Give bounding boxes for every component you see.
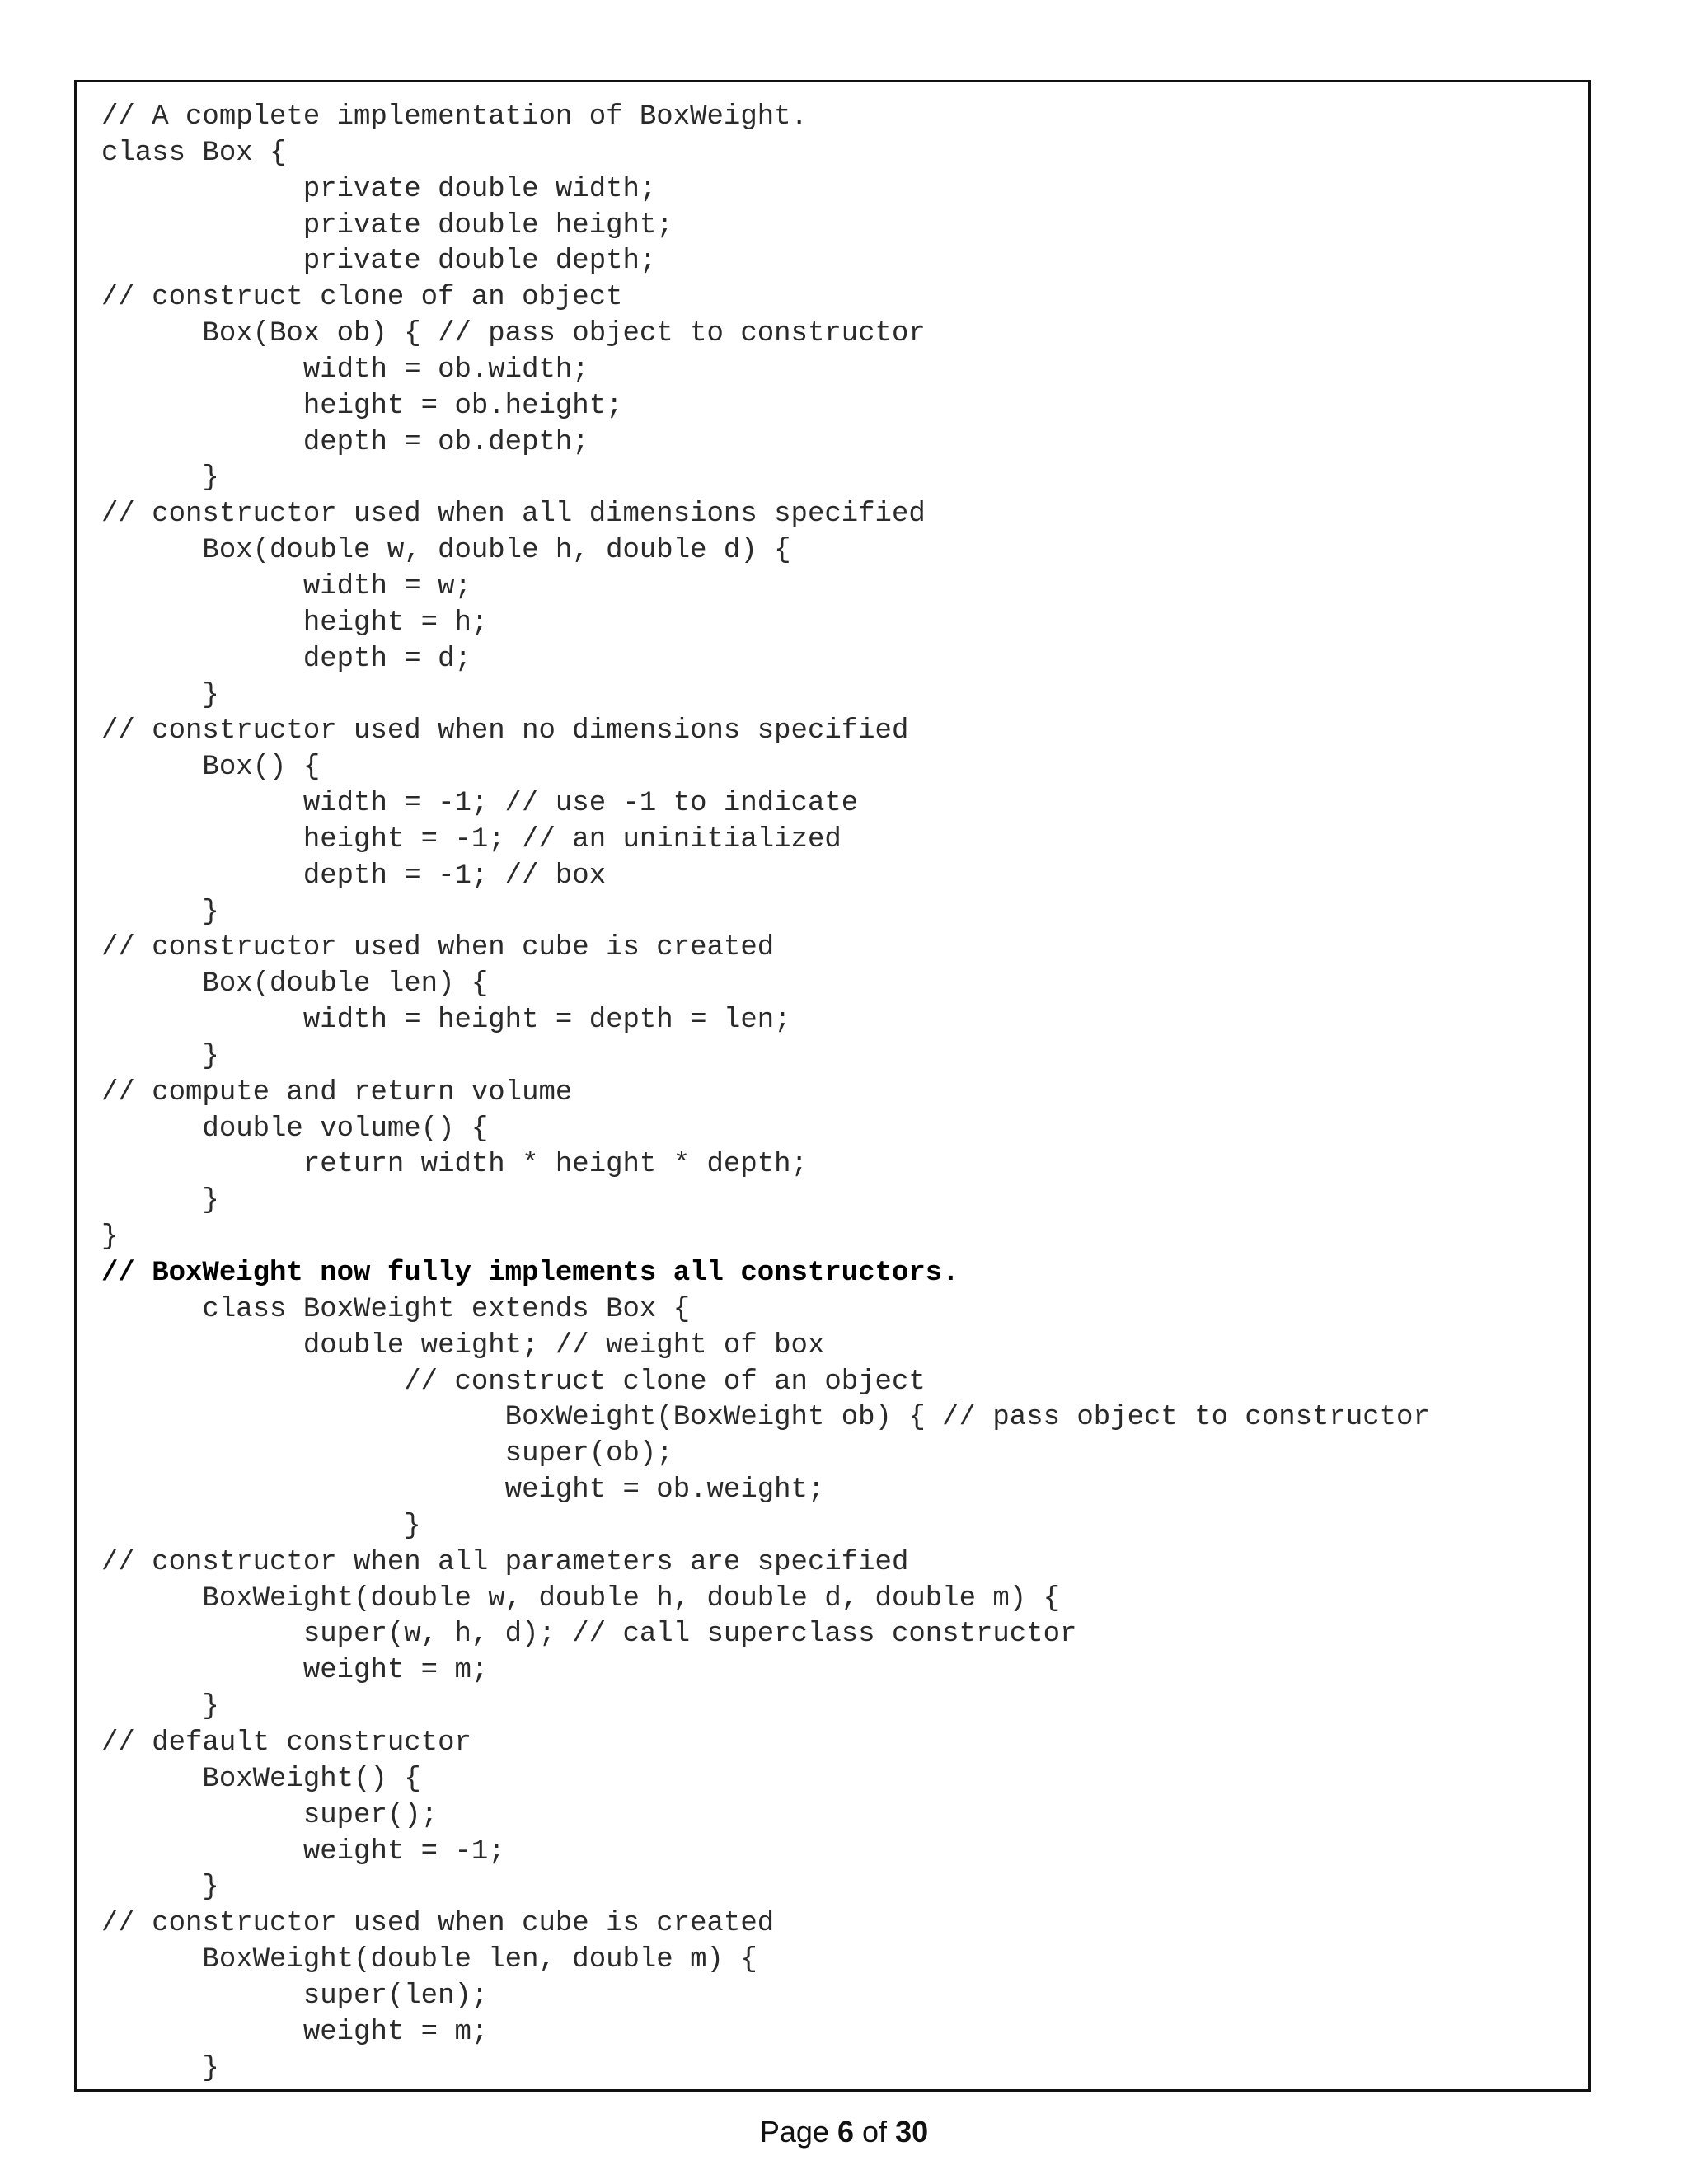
code-line: height = -1; // an uninitialized bbox=[101, 823, 842, 855]
code-line: // constructor used when all dimensions specified bbox=[101, 499, 926, 531]
code-line: BoxWeight(double w, double h, double d, double m) { bbox=[101, 1582, 1060, 1615]
code-line: width = height = depth = len; bbox=[101, 1005, 791, 1037]
code-line: // default constructor bbox=[101, 1727, 471, 1759]
code-line: } bbox=[101, 1185, 219, 1217]
code-line: private double depth; bbox=[101, 246, 657, 278]
code-line: // construct clone of an object bbox=[101, 1366, 926, 1398]
code-line: } bbox=[101, 1691, 219, 1723]
code-line: // constructor used when no dimensions specified bbox=[101, 715, 909, 748]
code-line: weight = -1; bbox=[101, 1835, 505, 1868]
code-line: } bbox=[101, 462, 219, 494]
page-of-label: of bbox=[862, 2115, 888, 2149]
code-line: depth = ob.depth; bbox=[101, 426, 589, 458]
code-line: double volume() { bbox=[101, 1113, 489, 1145]
code-line: width = -1; // use -1 to indicate bbox=[101, 788, 859, 820]
code-line: BoxWeight(BoxWeight ob) { // pass object to constructor bbox=[101, 1402, 1430, 1434]
code-line: weight = ob.weight; bbox=[101, 1474, 825, 1507]
code-line: BoxWeight(double len, double m) { bbox=[101, 1944, 757, 1976]
code-line: Box(Box ob) { // pass object to constructor bbox=[101, 318, 926, 350]
code-listing-box bbox=[74, 80, 1591, 2092]
code-line: depth = -1; // box bbox=[101, 860, 607, 892]
code-line: class BoxWeight extends Box { bbox=[101, 1293, 691, 1325]
code-line: return width * height * depth; bbox=[101, 1149, 808, 1181]
page-label: Page bbox=[759, 2115, 829, 2149]
code-line: super(); bbox=[101, 1799, 438, 1831]
code-line: // compute and return volume bbox=[101, 1076, 573, 1108]
code-line: // BoxWeight now fully implements all constructors. bbox=[101, 1258, 959, 1289]
code-line: width = w; bbox=[101, 570, 471, 602]
code-line: } bbox=[101, 1040, 219, 1072]
code-line: depth = d; bbox=[101, 643, 471, 675]
code-line: super(ob); bbox=[101, 1438, 673, 1470]
code-line: private double width; bbox=[101, 173, 657, 205]
code-line: width = ob.width; bbox=[101, 354, 589, 386]
code-line: Box() { bbox=[101, 752, 321, 784]
code-line: weight = m; bbox=[101, 1655, 489, 1687]
code-line: // constructor used when cube is created bbox=[101, 1908, 775, 1940]
code-line: double weight; // weight of box bbox=[101, 1329, 825, 1361]
code-line: private double height; bbox=[101, 209, 673, 241]
code-line: // construct clone of an object bbox=[101, 282, 623, 314]
code-line: weight = m; bbox=[101, 2016, 489, 2048]
total-pages-number: 30 bbox=[895, 2115, 929, 2149]
current-page-number: 6 bbox=[837, 2115, 854, 2149]
code-line: } bbox=[101, 1510, 421, 1542]
code-listing bbox=[101, 100, 1580, 2087]
code-line: height = ob.height; bbox=[101, 390, 623, 422]
code-line: } bbox=[101, 2052, 219, 2084]
code-line: height = h; bbox=[101, 607, 489, 639]
page-number-footer bbox=[0, 2115, 1688, 2149]
code-line: } bbox=[101, 896, 219, 928]
code-line: class Box { bbox=[101, 137, 287, 169]
code-line: // constructor when all parameters are specified bbox=[101, 1546, 909, 1578]
code-line: } bbox=[101, 679, 219, 711]
code-line: } bbox=[101, 1872, 219, 1904]
code-line: super(len); bbox=[101, 1980, 489, 2012]
code-line: BoxWeight() { bbox=[101, 1763, 421, 1795]
code-line: Box(double w, double h, double d) { bbox=[101, 535, 791, 567]
code-line: super(w, h, d); // call superclass constructor bbox=[101, 1619, 1077, 1651]
code-line: // constructor used when cube is created bbox=[101, 932, 775, 964]
code-line: Box(double len) { bbox=[101, 968, 489, 1001]
code-line: // A complete implementation of BoxWeight. bbox=[101, 101, 808, 133]
code-line: } bbox=[101, 1221, 119, 1254]
